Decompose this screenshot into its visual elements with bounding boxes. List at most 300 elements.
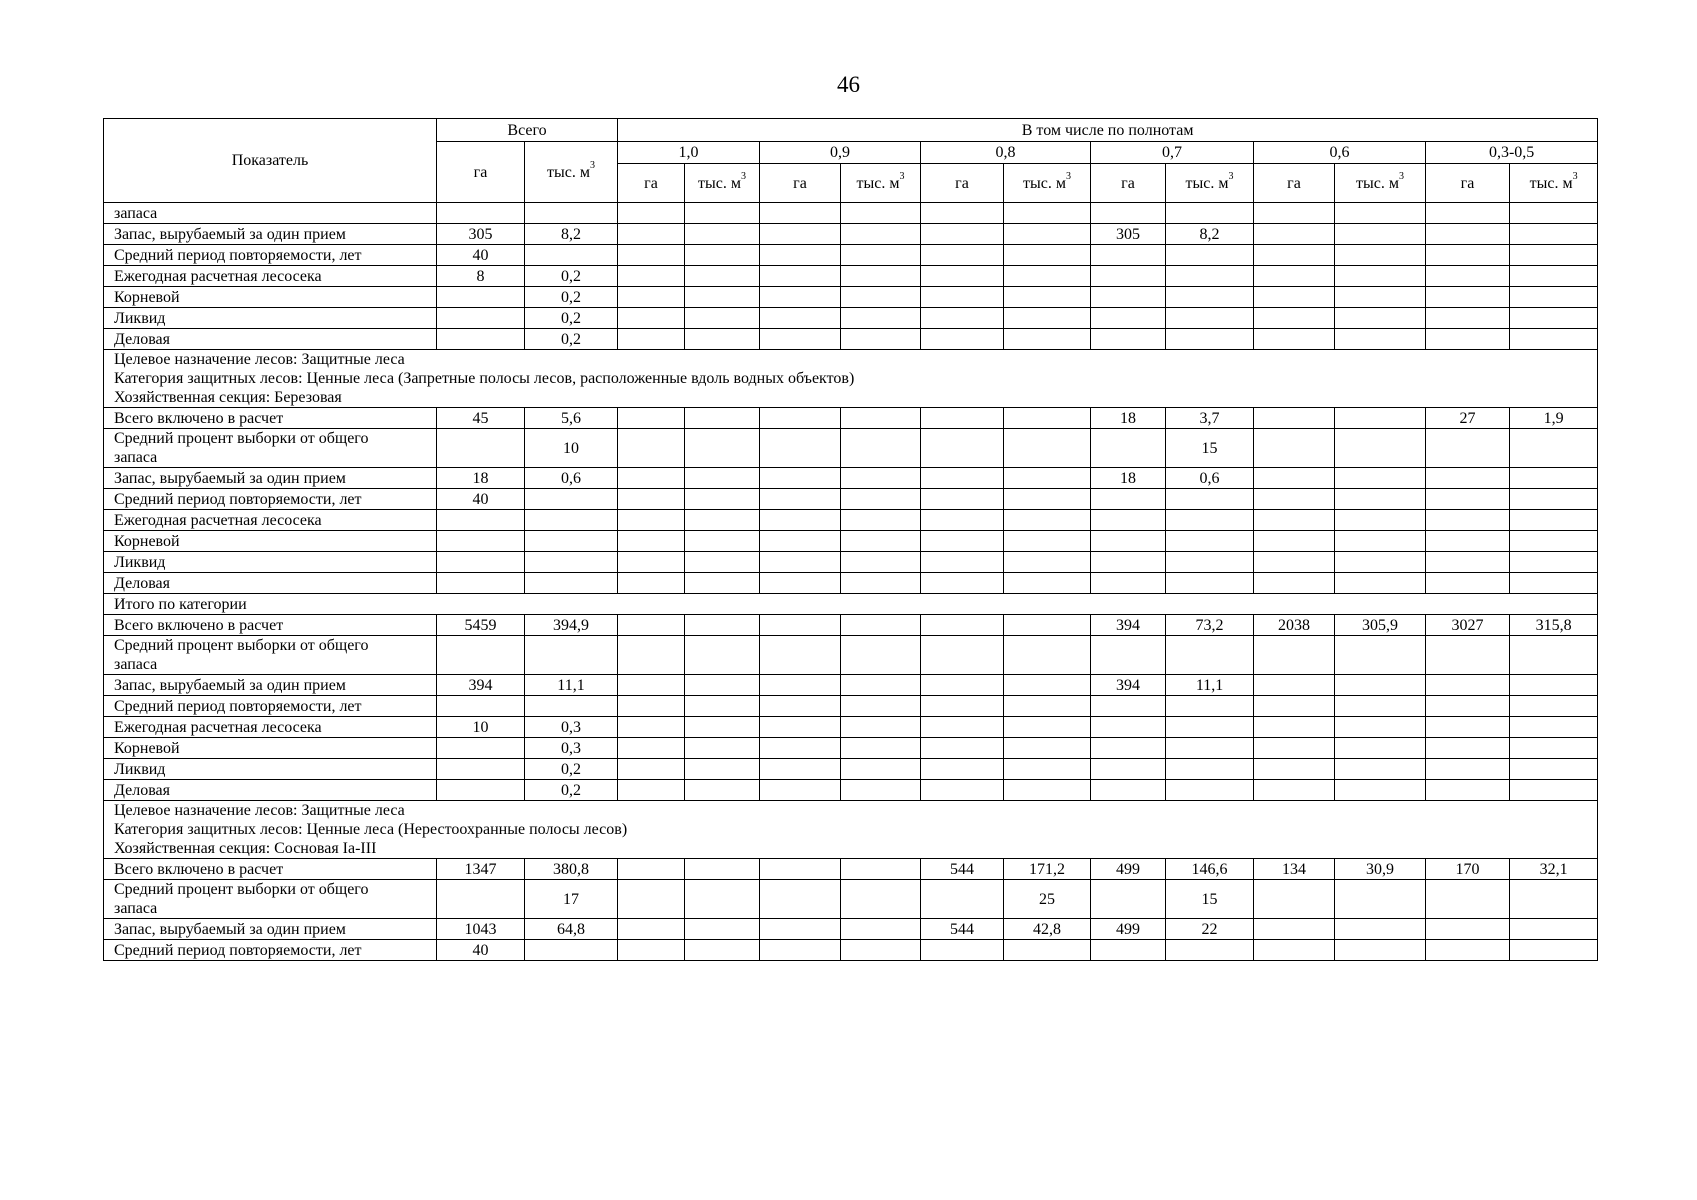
table-cell (1004, 308, 1091, 329)
table-cell (841, 510, 921, 531)
table-cell (921, 531, 1004, 552)
table-cell (1166, 636, 1254, 675)
table-cell (760, 696, 841, 717)
table-cell (1426, 224, 1510, 245)
table-cell (1510, 759, 1598, 780)
section-line: Хозяйственная секция: Сосновая Ia-III (114, 840, 377, 857)
table-cell (1004, 717, 1091, 738)
table-cell (1004, 573, 1091, 594)
allowable-cut-table (103, 118, 1598, 961)
table-cell (841, 636, 921, 675)
table-cell (437, 510, 525, 531)
table-cell (1254, 266, 1335, 287)
table-cell (760, 531, 841, 552)
indicator-header: Показатель (104, 119, 437, 203)
table-cell (437, 429, 525, 468)
table-cell (1335, 738, 1426, 759)
table-cell (685, 759, 760, 780)
table-cell (685, 266, 760, 287)
table-cell (841, 717, 921, 738)
table-cell (760, 329, 841, 350)
table-cell (1166, 245, 1254, 266)
table-cell (921, 940, 1004, 961)
table-cell (760, 224, 841, 245)
table-cell (1426, 940, 1510, 961)
section-heading (104, 594, 1598, 615)
table-cell (1166, 573, 1254, 594)
table-cell (921, 880, 1004, 919)
row-label: Корневой (104, 287, 437, 308)
table-cell (760, 429, 841, 468)
table-cell (1335, 429, 1426, 468)
table-cell (618, 531, 685, 552)
table-cell (1426, 636, 1510, 675)
table-cell: 170 (1426, 859, 1510, 880)
table-cell (685, 287, 760, 308)
table-cell (841, 738, 921, 759)
table-cell (1166, 510, 1254, 531)
table-cell (1004, 266, 1091, 287)
table-cell (1426, 717, 1510, 738)
table-cell: 0,2 (525, 759, 618, 780)
table-cell: 8,2 (525, 224, 618, 245)
table-cell (1426, 489, 1510, 510)
ha-header: га (1426, 164, 1510, 203)
table-cell (921, 224, 1004, 245)
table-cell (841, 552, 921, 573)
table-cell (1335, 468, 1426, 489)
table-cell (1254, 696, 1335, 717)
table-row (104, 266, 1598, 287)
table-cell (1510, 636, 1598, 675)
section-line: Категория защитных лесов: Ценные леса (Запретные полосы лесов, расположенные вдоль водных объектов) (114, 370, 855, 387)
table-cell (1254, 636, 1335, 675)
table-cell (1335, 329, 1426, 350)
table-cell (618, 245, 685, 266)
table-cell (921, 266, 1004, 287)
table-cell (1004, 636, 1091, 675)
table-cell (1091, 531, 1166, 552)
table-cell (841, 429, 921, 468)
table-cell (685, 675, 760, 696)
table-cell (1510, 329, 1598, 350)
table-cell (685, 408, 760, 429)
table-row (104, 510, 1598, 531)
table-row (104, 308, 1598, 329)
table-cell: 3,7 (1166, 408, 1254, 429)
row-label: Средний период повторяемости, лет (104, 696, 437, 717)
table-cell (437, 308, 525, 329)
table-cell (618, 780, 685, 801)
table-cell (760, 859, 841, 880)
table-cell (1510, 245, 1598, 266)
table-cell (841, 266, 921, 287)
table-cell: 0,2 (525, 287, 618, 308)
table-cell (1091, 308, 1166, 329)
density-header: 0,3-0,5 (1426, 142, 1598, 164)
table-cell (437, 738, 525, 759)
row-label: запаса (104, 203, 437, 224)
table-cell (760, 489, 841, 510)
table-cell (1426, 429, 1510, 468)
table-cell (841, 308, 921, 329)
table-cell (1166, 287, 1254, 308)
table-cell (760, 203, 841, 224)
ha-header: га (760, 164, 841, 203)
table-cell: 8,2 (1166, 224, 1254, 245)
section-line: Целевое назначение лесов: Защитные леса (114, 802, 405, 819)
table-cell (1091, 880, 1166, 919)
table-cell (921, 717, 1004, 738)
table-cell (760, 919, 841, 940)
table-cell (1091, 510, 1166, 531)
table-cell: 0,2 (525, 329, 618, 350)
table-cell (525, 531, 618, 552)
table-cell: 0,3 (525, 717, 618, 738)
table-cell (685, 780, 760, 801)
row-label: Ликвид (104, 759, 437, 780)
table-cell (1004, 203, 1091, 224)
table-cell (1426, 203, 1510, 224)
table-cell: 544 (921, 919, 1004, 940)
table-cell (1426, 245, 1510, 266)
table-cell (1335, 266, 1426, 287)
table-cell: 15 (1166, 880, 1254, 919)
table-cell: 1347 (437, 859, 525, 880)
density-header: 0,6 (1254, 142, 1426, 164)
table-cell (1004, 675, 1091, 696)
table-cell (1091, 696, 1166, 717)
total-ha-header: га (437, 142, 525, 203)
table-cell (618, 308, 685, 329)
table-cell: 315,8 (1510, 615, 1598, 636)
table-row (104, 859, 1598, 880)
table-cell: 10 (525, 429, 618, 468)
table-cell (618, 429, 685, 468)
table-cell (525, 245, 618, 266)
table-cell (685, 880, 760, 919)
table-cell (921, 759, 1004, 780)
table-cell (1335, 759, 1426, 780)
table-row (104, 919, 1598, 940)
table-cell (1254, 468, 1335, 489)
table-cell: 0,2 (525, 780, 618, 801)
table-cell (1426, 287, 1510, 308)
table-cell (1510, 531, 1598, 552)
table-row (104, 531, 1598, 552)
table-cell (841, 940, 921, 961)
table-cell: 45 (437, 408, 525, 429)
row-label-line: Средний процент выборки от общего (114, 637, 369, 654)
table-cell (1091, 287, 1166, 308)
table-cell (921, 408, 1004, 429)
table-cell (618, 696, 685, 717)
table-row (104, 203, 1598, 224)
table-cell (685, 224, 760, 245)
table-row (104, 552, 1598, 573)
table-cell (1510, 552, 1598, 573)
table-cell (437, 203, 525, 224)
table-cell: 40 (437, 940, 525, 961)
table-cell (618, 203, 685, 224)
table-cell: 544 (921, 859, 1004, 880)
table-cell: 499 (1091, 919, 1166, 940)
ha-header: га (921, 164, 1004, 203)
table-cell (841, 780, 921, 801)
table-cell (525, 636, 618, 675)
table-cell (685, 717, 760, 738)
row-label: Запас, вырубаемый за один прием (104, 468, 437, 489)
table-cell (1335, 919, 1426, 940)
table-row (104, 696, 1598, 717)
row-label-line: запаса (114, 900, 158, 917)
table-cell: 499 (1091, 859, 1166, 880)
section-line: Итого по категории (114, 595, 247, 613)
table-cell (1166, 780, 1254, 801)
table-row (104, 245, 1598, 266)
density-header: 0,9 (760, 142, 921, 164)
table-cell: 0,6 (525, 468, 618, 489)
table-cell (1426, 266, 1510, 287)
row-label: Деловая (104, 573, 437, 594)
table-row (104, 940, 1598, 961)
table-cell (1004, 287, 1091, 308)
table-cell (841, 245, 921, 266)
row-label: Корневой (104, 531, 437, 552)
table-cell (1426, 675, 1510, 696)
table-cell (618, 880, 685, 919)
table-cell (685, 615, 760, 636)
table-cell (760, 266, 841, 287)
table-row (104, 594, 1598, 615)
table-cell (618, 940, 685, 961)
table-cell (1510, 308, 1598, 329)
table-cell (1254, 759, 1335, 780)
table-cell (921, 636, 1004, 675)
section-heading (104, 801, 1598, 859)
table-cell (1091, 940, 1166, 961)
table-cell (1426, 780, 1510, 801)
table-cell (1254, 329, 1335, 350)
table-cell (685, 696, 760, 717)
table-cell (1335, 880, 1426, 919)
row-label: Запас, вырубаемый за один прием (104, 919, 437, 940)
row-label: Ежегодная расчетная лесосека (104, 717, 437, 738)
table-cell (685, 738, 760, 759)
table-cell (1091, 329, 1166, 350)
table-cell (921, 696, 1004, 717)
ha-header: га (1091, 164, 1166, 203)
table-cell (1166, 489, 1254, 510)
table-cell (1166, 940, 1254, 961)
table-cell (1335, 287, 1426, 308)
table-cell (685, 329, 760, 350)
table-cell: 305 (437, 224, 525, 245)
table-row (104, 780, 1598, 801)
table-cell (760, 636, 841, 675)
table-cell: 64,8 (525, 919, 618, 940)
row-label: Средний период повторяемости, лет (104, 489, 437, 510)
table-cell (1004, 489, 1091, 510)
table-cell (1254, 245, 1335, 266)
table-cell (760, 615, 841, 636)
table-cell (1335, 552, 1426, 573)
table-cell (685, 552, 760, 573)
table-row (104, 573, 1598, 594)
table-cell (685, 859, 760, 880)
ha-header: га (1254, 164, 1335, 203)
row-label: Деловая (104, 329, 437, 350)
table-row (104, 408, 1598, 429)
table-cell (1091, 738, 1166, 759)
table-cell (1254, 552, 1335, 573)
table-cell (760, 675, 841, 696)
row-label: Деловая (104, 780, 437, 801)
table-cell (1254, 780, 1335, 801)
table-cell (841, 329, 921, 350)
table-cell (760, 308, 841, 329)
row-label: Средний период повторяемости, лет (104, 940, 437, 961)
table-cell (1426, 696, 1510, 717)
table-cell (1335, 224, 1426, 245)
table-cell (685, 203, 760, 224)
table-cell (437, 287, 525, 308)
table-cell (685, 245, 760, 266)
table-cell (1254, 408, 1335, 429)
table-cell (1166, 696, 1254, 717)
table-cell (1426, 510, 1510, 531)
table-cell (921, 429, 1004, 468)
table-cell (760, 780, 841, 801)
table-cell (1254, 880, 1335, 919)
table-cell (1510, 489, 1598, 510)
table-cell (1091, 552, 1166, 573)
volume-header: тыс. $м^3$ (1510, 164, 1598, 203)
table-cell (1426, 738, 1510, 759)
table-cell (760, 468, 841, 489)
row-label: Всего включено в расчет (104, 615, 437, 636)
row-label: Корневой (104, 738, 437, 759)
table-cell (1004, 531, 1091, 552)
table-cell (1004, 408, 1091, 429)
table-cell (525, 573, 618, 594)
table-cell (1091, 266, 1166, 287)
volume-header: тыс. $м^3$ (1166, 164, 1254, 203)
header-row-1 (104, 119, 1598, 142)
table-cell (685, 510, 760, 531)
table-cell (1426, 573, 1510, 594)
table-cell (1426, 531, 1510, 552)
volume-header: тыс. $м^3$ (1335, 164, 1426, 203)
table-cell: 146,6 (1166, 859, 1254, 880)
row-label-line: Средний процент выборки от общего (114, 430, 369, 447)
table-cell (1254, 224, 1335, 245)
table-cell (1335, 308, 1426, 329)
table-cell (618, 738, 685, 759)
table-cell: 11,1 (1166, 675, 1254, 696)
table-cell (1510, 429, 1598, 468)
table-cell (1091, 203, 1166, 224)
table-cell (618, 224, 685, 245)
section-line: Хозяйственная секция: Березовая (114, 389, 342, 406)
table-cell (1426, 759, 1510, 780)
table-cell (1254, 203, 1335, 224)
table-cell (685, 308, 760, 329)
total-volume-header: тыс. $м^3$ (525, 142, 618, 203)
table-cell (525, 940, 618, 961)
table-cell (685, 636, 760, 675)
table-cell: 11,1 (525, 675, 618, 696)
table-cell (921, 329, 1004, 350)
table-cell (841, 919, 921, 940)
table-cell (760, 759, 841, 780)
table-cell (1254, 940, 1335, 961)
table-cell (1254, 308, 1335, 329)
table-cell (921, 489, 1004, 510)
row-label-line: запаса (114, 449, 158, 466)
table-cell (1254, 489, 1335, 510)
table-cell: 171,2 (1004, 859, 1091, 880)
table-row (104, 615, 1598, 636)
table-cell (1335, 636, 1426, 675)
table-cell (685, 531, 760, 552)
table-cell (760, 245, 841, 266)
table-cell: 134 (1254, 859, 1335, 880)
table-cell (1510, 717, 1598, 738)
table-cell (1510, 468, 1598, 489)
table-cell: 3027 (1426, 615, 1510, 636)
table-cell (1004, 780, 1091, 801)
table-cell: 18 (1091, 468, 1166, 489)
table-cell (618, 408, 685, 429)
table-cell (1335, 675, 1426, 696)
table-cell (1254, 717, 1335, 738)
table-cell (1091, 759, 1166, 780)
table-cell (1510, 919, 1598, 940)
table-cell: 5,6 (525, 408, 618, 429)
table-cell (1510, 880, 1598, 919)
table-cell (760, 738, 841, 759)
table-cell: 40 (437, 489, 525, 510)
table-cell (437, 531, 525, 552)
table-cell (1091, 780, 1166, 801)
table-cell (1510, 203, 1598, 224)
table-cell (760, 408, 841, 429)
row-label: Средний период повторяемости, лет (104, 245, 437, 266)
table-cell (1091, 245, 1166, 266)
table-cell (1335, 489, 1426, 510)
table-cell (1335, 940, 1426, 961)
table-cell (437, 880, 525, 919)
table-row (104, 489, 1598, 510)
table-cell (1510, 675, 1598, 696)
table-cell (618, 759, 685, 780)
table-cell: 394,9 (525, 615, 618, 636)
table-cell (1166, 552, 1254, 573)
table-cell (921, 573, 1004, 594)
row-label: Всего включено в расчет (104, 859, 437, 880)
table-cell (437, 573, 525, 594)
table-cell (1166, 531, 1254, 552)
table-cell (841, 573, 921, 594)
table-cell (760, 573, 841, 594)
table-cell: 40 (437, 245, 525, 266)
table-cell: 394 (1091, 615, 1166, 636)
table-cell: 2038 (1254, 615, 1335, 636)
table-cell (1510, 224, 1598, 245)
table-cell (1004, 696, 1091, 717)
table-cell (1426, 919, 1510, 940)
